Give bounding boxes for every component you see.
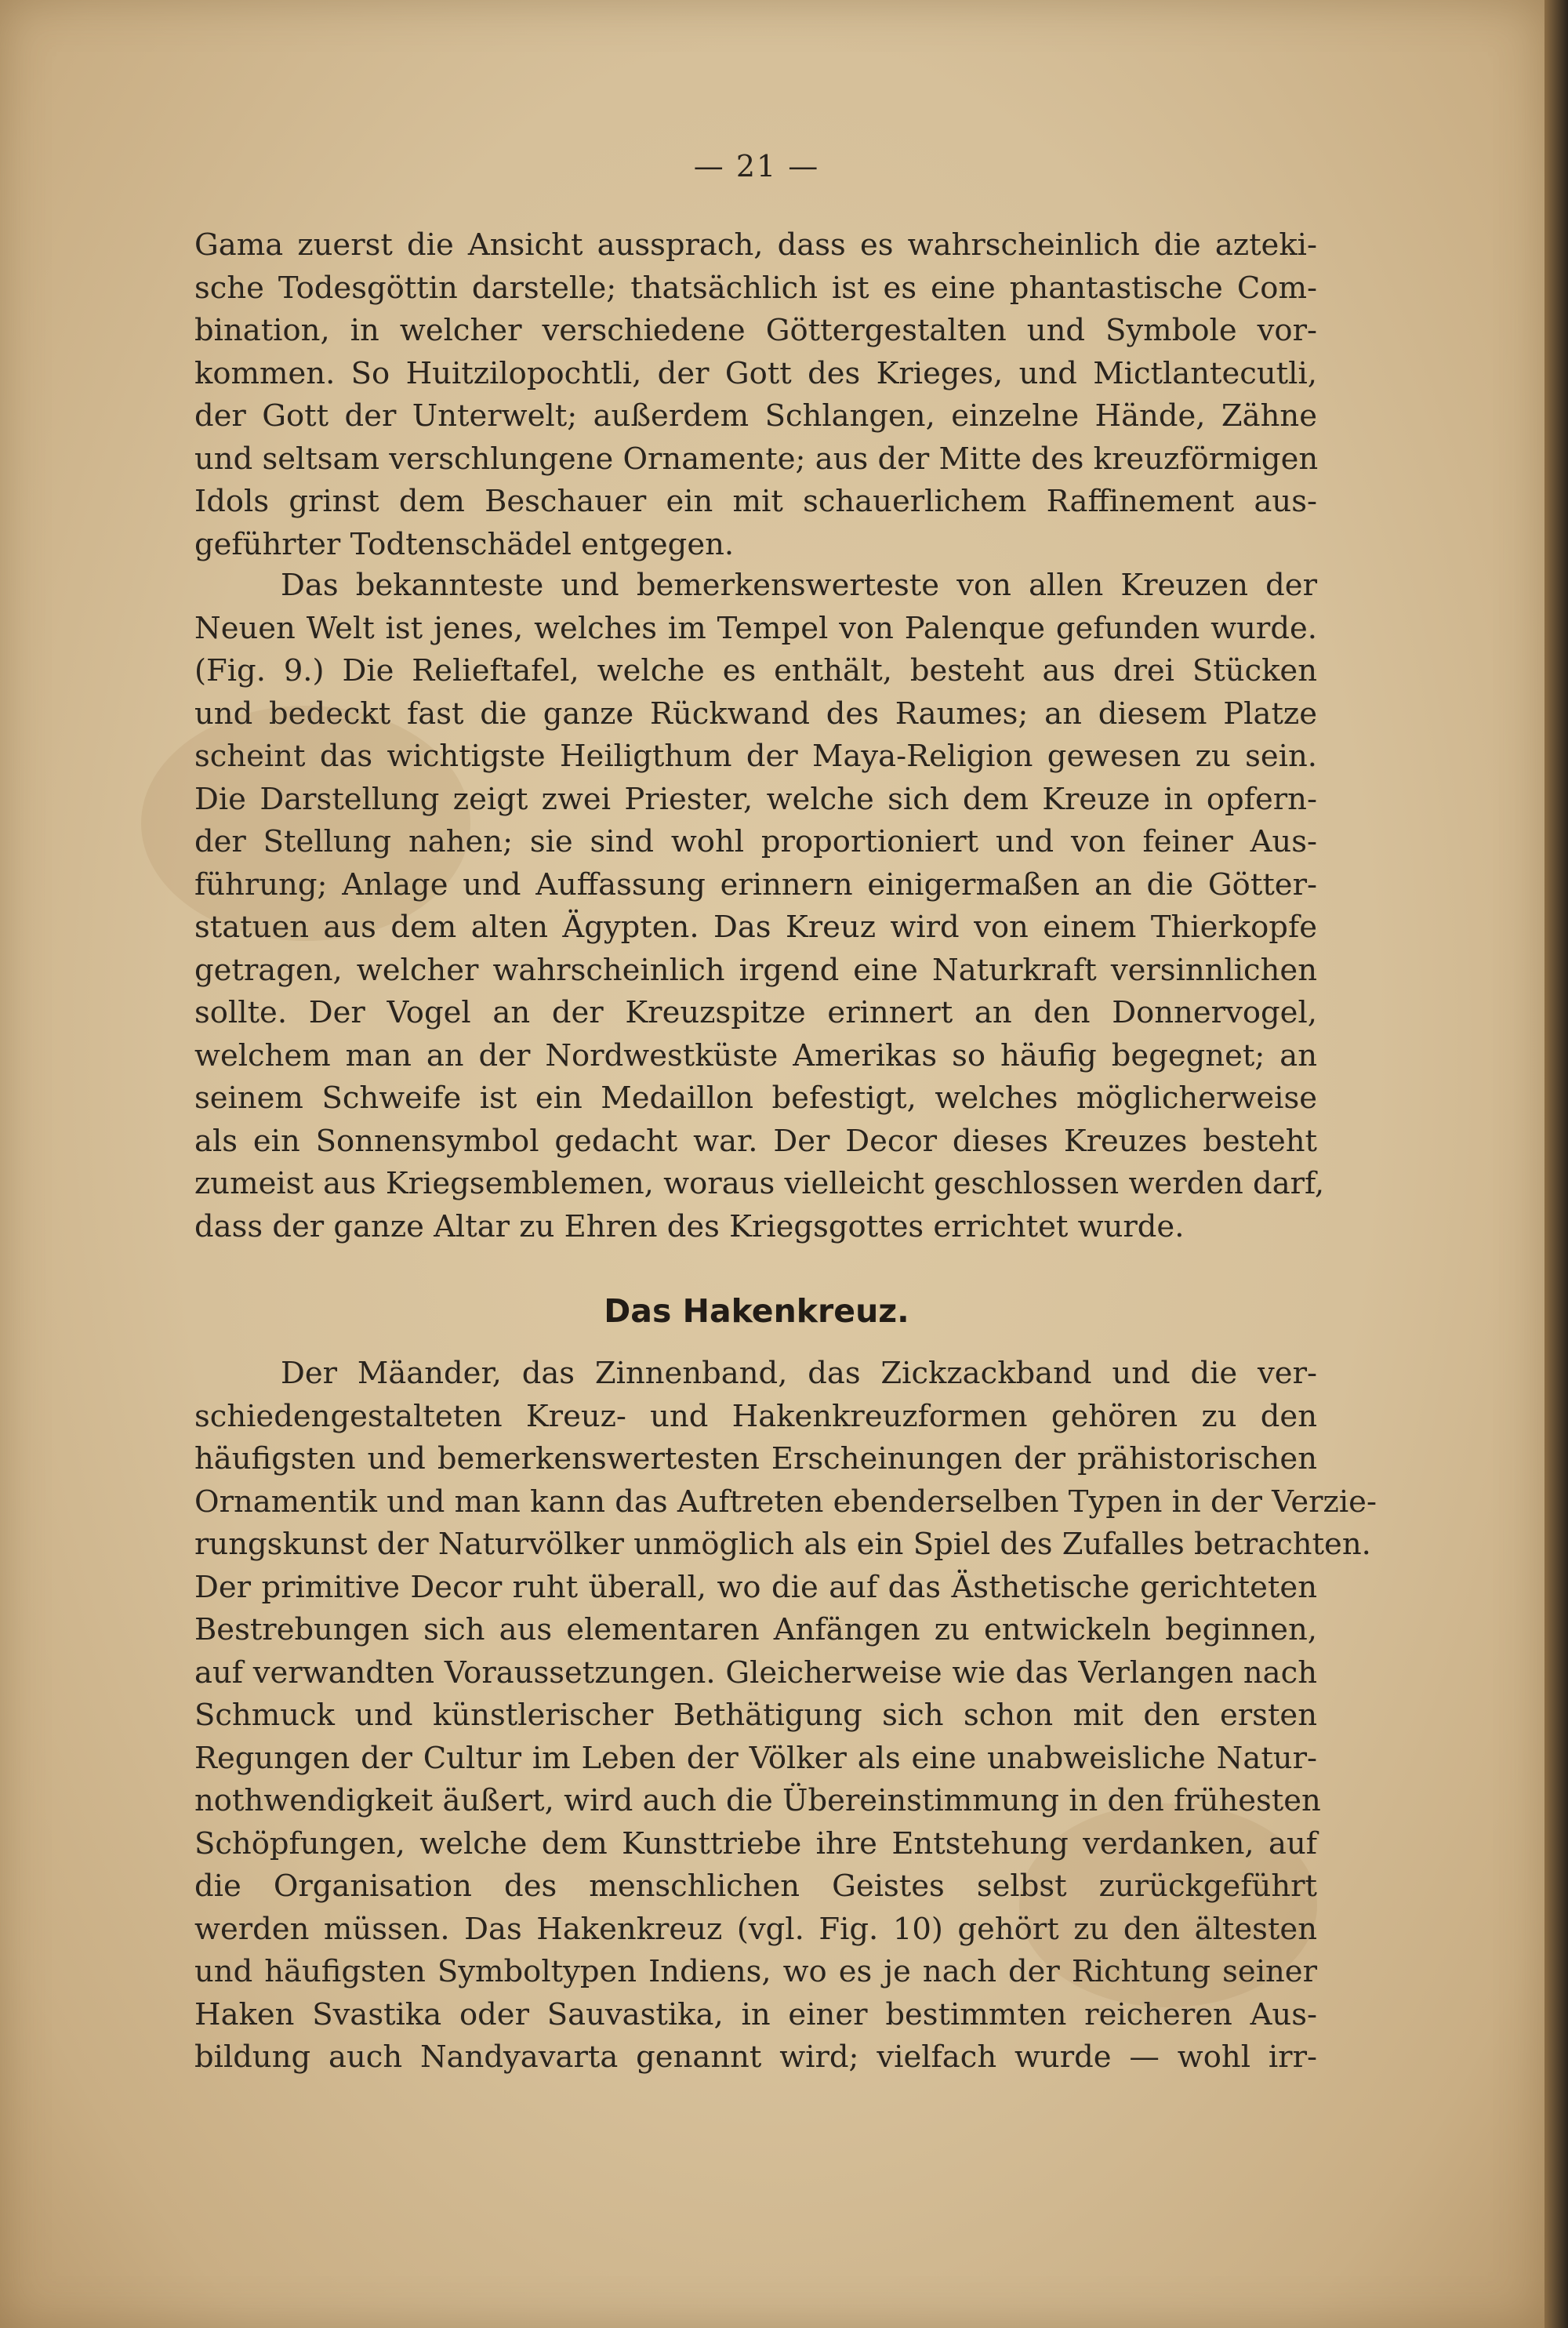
- text-line: Der Mäander, das Zinnenband, das Zickzackband und die ver-: [281, 1356, 1317, 1391]
- text-line: dass der ganze Altar zu Ehren des Kriegsgottes errichtet wurde.: [194, 1208, 1185, 1244]
- text-line: rungskunst der Naturvölker unmöglich als ein Spiel des Zufalles betrachten.: [194, 1527, 1371, 1562]
- text-line: Regungen der Cultur im Leben der Völker als eine unabweisliche Natur-: [194, 1740, 1317, 1776]
- text-line: kommen. So Huitzilopochtli, der Gott des Krieges, und Mictlantecutli,: [194, 355, 1317, 391]
- text-line: Bestrebungen sich aus elementaren Anfängen zu entwickeln beginnen,: [194, 1612, 1317, 1647]
- text-line: häufigsten und bemerkenswertesten Erscheinungen der prähistorischen: [194, 1441, 1317, 1476]
- text-line: Die Darstellung zeigt zwei Priester, welche sich dem Kreuze in opfern-: [194, 781, 1317, 817]
- text-line: auf verwandten Voraussetzungen. Gleicherweise wie das Verlangen nach: [194, 1654, 1317, 1691]
- text-line: Schmuck und künstlerischer Bethätigung sich schon mit den ersten: [194, 1698, 1317, 1733]
- text-line: schiedengestalteten Kreuz- und Hakenkreuzformen gehören zu den: [194, 1398, 1317, 1434]
- text-line: getragen, welcher wahrscheinlich irgend eine Naturkraft versinnlichen: [194, 952, 1317, 988]
- text-line: Neuen Welt ist jenes, welches im Tempel von Palenque gefunden wurde.: [194, 610, 1317, 646]
- text-line: zumeist aus Kriegsemblemen, woraus vielleicht geschlossen werden darf,: [194, 1166, 1325, 1201]
- text-line: Das bekannteste und bemerkenswerteste von allen Kreuzen der: [281, 568, 1317, 603]
- text-line: scheint das wichtigste Heiligthum der Maya-Religion gewesen zu sein.: [194, 739, 1317, 774]
- text-line: die Organisation des menschlichen Geistes selbst zurückgeführt: [194, 1869, 1317, 1904]
- paragraph-3: [194, 1353, 1377, 2079]
- text-line: bildung auch Nandyavarta genannt wird; vielfach wurde — wohl irr-: [194, 2039, 1317, 2075]
- text-line: Schöpfungen, welche dem Kunsttriebe ihre Entstehung verdanken, auf: [194, 1825, 1317, 1861]
- text-line: Ornamentik und man kann das Auftreten ebenderselben Typen in der Verzie-: [194, 1484, 1377, 1520]
- text-line: der Stellung nahen; sie sind wohl proportioniert und von feiner Aus-: [194, 824, 1317, 859]
- text-line: und häufigsten Symboltypen Indiens, wo es je nach der Richtung seiner: [194, 1954, 1317, 1989]
- text-line: nothwendigkeit äußert, wird auch die Übereinstimmung in den frühesten: [194, 1783, 1321, 1818]
- text-line: (Fig. 9.) Die Relieftafel, welche es enthält, besteht aus drei Stücken: [194, 653, 1317, 688]
- text-line: bination, in welcher verschiedene Göttergestalten und Symbole vor-: [194, 313, 1317, 348]
- paragraph-1: [194, 224, 1317, 566]
- text-line: Der primitive Decor ruht überall, wo die auf das Ästhetische gerichteten: [194, 1569, 1317, 1605]
- text-line: Idols grinst dem Beschauer ein mit schauerlichem Raffinement aus-: [194, 484, 1317, 519]
- text-line: und bedeckt fast die ganze Rückwand des Raumes; an diesem Platze: [194, 695, 1317, 732]
- text-line: und seltsam verschlungene Ornamente; aus der Mitte des kreuzförmigen: [194, 441, 1319, 477]
- page-edge: [1544, 0, 1568, 2328]
- text-line: geführter Todtenschädel entgegen.: [194, 526, 735, 562]
- text-line: sche Todesgöttin darstelle; thatsächlich ist es eine phantastische Com-: [194, 270, 1317, 306]
- page-number: — 21 —: [693, 149, 820, 183]
- text-line: Haken Svastika oder Sauvastika, in einer bestimmten reicheren Aus-: [194, 1996, 1317, 2032]
- text-line: Gama zuerst die Ansicht aussprach, dass es wahrscheinlich die azteki-: [194, 227, 1317, 263]
- text-line: welchem man an der Nordwestküste Amerikas so häufig begegnet; an: [194, 1037, 1317, 1073]
- paragraph-2: [194, 565, 1325, 1248]
- text-line: statuen aus dem alten Ägypten. Das Kreuz wird von einem Thierkopfe: [194, 910, 1317, 945]
- text-line: als ein Sonnensymbol gedacht war. Der Decor dieses Kreuzes besteht: [194, 1123, 1317, 1159]
- text-line: der Gott der Unterwelt; außerdem Schlangen, einzelne Hände, Zähne: [194, 398, 1317, 434]
- text-line: seinem Schweife ist ein Medaillon befestigt, welches möglicherweise: [194, 1080, 1317, 1116]
- text-line: führung; Anlage und Auffassung erinnern einigermaßen an die Götter-: [194, 866, 1317, 903]
- text-line: sollte. Der Vogel an der Kreuzspitze erinnert an den Donnervogel,: [194, 995, 1317, 1030]
- text-line: werden müssen. Das Hakenkreuz (vgl. Fig. 10) gehört zu den ältesten: [194, 1911, 1317, 1947]
- section-heading: Das Hakenkreuz.: [604, 1292, 909, 1330]
